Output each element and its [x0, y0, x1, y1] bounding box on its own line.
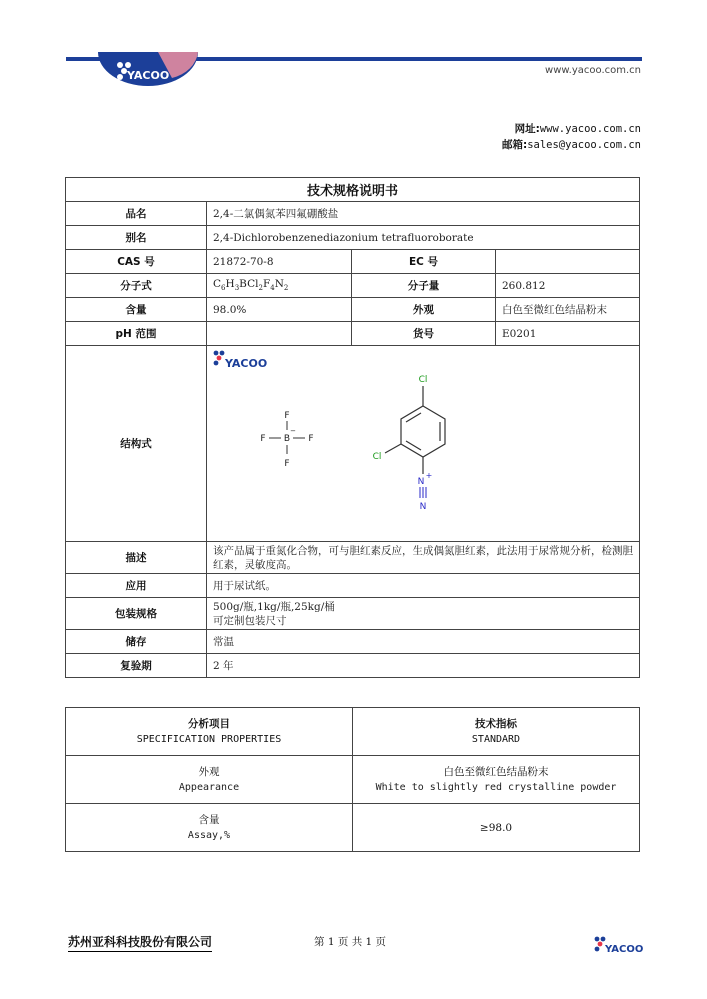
chlorine-left: Cl [372, 452, 382, 462]
spec-row-structure [66, 346, 640, 542]
structure-diagram [207, 346, 639, 541]
spec-row-alias [66, 226, 640, 250]
cas-label: CAS 号 [66, 250, 207, 274]
website-value[interactable]: www.yacoo.com.cn [539, 123, 641, 135]
item-no-label: 货号 [352, 322, 496, 346]
spec-row-assay [66, 298, 640, 322]
description-value: 该产品属于重氮化合物，可与胆红素反应，生成偶氮胆红素，此法用于尿常规分析，检测胆红素，灵敏度高。 [207, 542, 640, 574]
header-std-en: STANDARD [471, 733, 521, 745]
spec-table [65, 177, 640, 678]
item-no-value: E0201 [496, 322, 640, 346]
ph-value [207, 322, 352, 346]
appearance-label: 外观 [352, 298, 496, 322]
spec-title-row [66, 178, 640, 202]
standards-row-assay [66, 804, 640, 852]
alias-value: 2,4-Dichlorobenzenediazonium tetrafluoroborate [207, 226, 640, 250]
mw-label: 分子量 [352, 274, 496, 298]
bf4-f-top: F [284, 411, 290, 421]
appearance-item-cell [66, 756, 353, 804]
diazonium-cation [373, 375, 445, 512]
formula-text: $C_6H_3BCl_2F_4N_2$ [213, 278, 289, 293]
assay-std-cell [353, 804, 640, 852]
spec-row-formula [66, 274, 640, 298]
spec-title: 技术规格说明书 [66, 178, 640, 202]
email-label: 邮箱: [502, 139, 528, 151]
name-label: 品名 [66, 202, 207, 226]
alias-label: 别名 [66, 226, 207, 250]
assay-std-cn: ≥98.0 [479, 821, 513, 834]
website-label: 网址: [514, 123, 540, 135]
footer-logo-text: YACOO [605, 944, 643, 955]
description-label: 描述 [66, 542, 207, 574]
appearance-item-en: Appearance [178, 781, 240, 793]
appearance-item-cn: 外观 [198, 765, 220, 778]
logo-text: YACOO [127, 69, 170, 82]
yacoo-logo [98, 52, 198, 94]
package-label: 包装规格 [66, 598, 207, 630]
email-value[interactable]: sales@yacoo.com.cn [527, 139, 641, 151]
package-value [207, 598, 640, 630]
header-item-cell [66, 708, 353, 756]
spec-row-description [66, 542, 640, 574]
ph-label: pH 范围 [66, 322, 207, 346]
retest-label: 复验期 [66, 654, 207, 678]
assay-label: 含量 [66, 298, 207, 322]
formula-value [207, 274, 352, 298]
plus-charge: + [425, 471, 433, 480]
retest-value: 2 年 [207, 654, 640, 678]
ec-value [496, 250, 640, 274]
spec-row-name [66, 202, 640, 226]
formula-label: 分子式 [66, 274, 207, 298]
spec-row-storage [66, 630, 640, 654]
spec-row-use [66, 574, 640, 598]
assay-item-cell [66, 804, 353, 852]
site-url[interactable]: www.yacoo.com.cn [545, 65, 641, 76]
assay-value: 98.0% [207, 298, 352, 322]
storage-label: 储存 [66, 630, 207, 654]
structure-logo [214, 351, 268, 370]
standards-row-appearance [66, 756, 640, 804]
assay-item-cn: 含量 [198, 813, 220, 826]
spec-row-package [66, 598, 640, 630]
chlorine-top: Cl [418, 375, 428, 385]
header-std-cn: 技术指标 [475, 717, 517, 730]
appearance-std-cn: 白色至微红色结晶粉末 [443, 765, 549, 778]
footer-logo [593, 934, 643, 956]
spec-row-retest [66, 654, 640, 678]
nitrogen-plus: N [417, 477, 425, 487]
header-item-cn: 分析项目 [188, 717, 230, 730]
email-line [502, 137, 641, 153]
appearance-std-en: White to slightly red crystalline powder [375, 781, 617, 793]
bf4-f-right: F [308, 434, 314, 444]
bf4-anion [260, 411, 313, 469]
company-name: 苏州亚科科技股份有限公司 [68, 933, 212, 952]
spec-row-ph [66, 322, 640, 346]
storage-value: 常温 [207, 630, 640, 654]
cas-value: 21872-70-8 [207, 250, 352, 274]
structure-label: 结构式 [66, 346, 207, 542]
name-value: 2,4-二氯偶氮苯四氟硼酸盐 [207, 202, 640, 226]
use-value: 用于尿试纸。 [207, 574, 640, 598]
page-number: 第 1 页 共 1 页 [314, 936, 387, 948]
use-label: 应用 [66, 574, 207, 598]
bf4-f-left: F [260, 434, 266, 444]
bf4-minus: − [290, 427, 296, 435]
assay-item-en: Assay,% [187, 829, 231, 841]
mw-value: 260.812 [496, 274, 640, 298]
standards-table [65, 707, 640, 852]
bf4-boron: B [283, 434, 291, 444]
package-line-2: 可定制包装尺寸 [213, 614, 287, 627]
header-item-en: SPECIFICATION PROPERTIES [136, 733, 282, 745]
appearance-std-cell [353, 756, 640, 804]
nitrogen-terminal: N [419, 502, 427, 512]
ec-label: EC 号 [352, 250, 496, 274]
website-line [502, 121, 641, 137]
spec-row-cas [66, 250, 640, 274]
structure-cell [207, 346, 640, 542]
bf4-f-bottom: F [284, 459, 290, 469]
appearance-value: 白色至微红色结晶粉末 [496, 298, 640, 322]
standards-header-row [66, 708, 640, 756]
package-line-1: 500g/瓶,1kg/瓶,25kg/桶 [213, 600, 335, 613]
contact-block [502, 121, 641, 153]
header-std-cell [353, 708, 640, 756]
structure-logo-text: YACOO [225, 357, 268, 370]
